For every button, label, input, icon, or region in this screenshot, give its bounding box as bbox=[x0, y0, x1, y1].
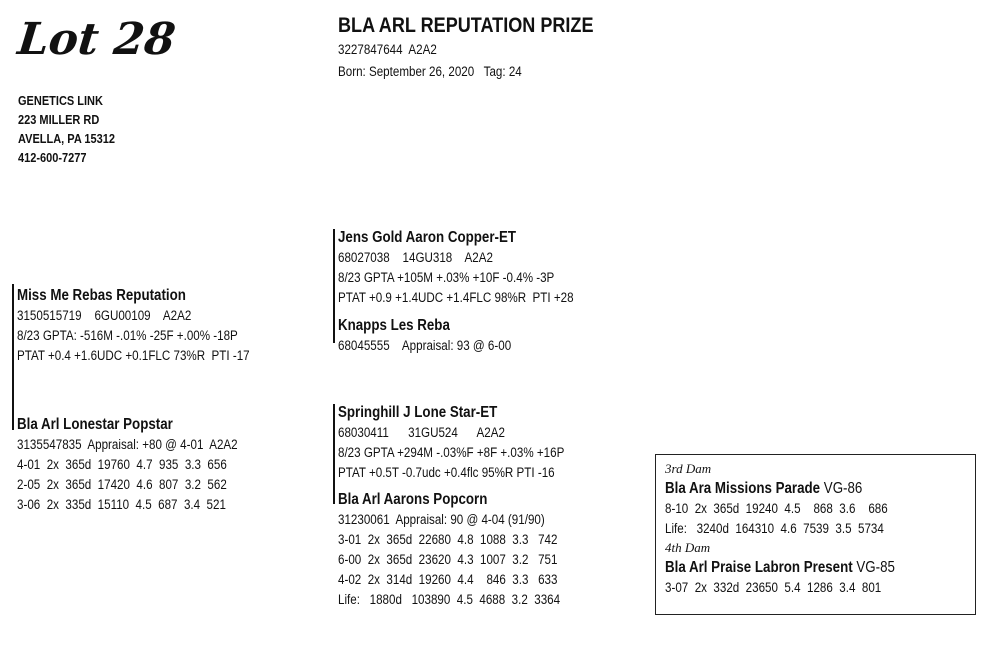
third-dam-lifetime: Life: 3240d 164310 4.6 7539 3.5 5734 bbox=[665, 521, 884, 536]
consignor-block bbox=[18, 92, 128, 168]
consignor-phone: 412-600-7277 bbox=[18, 151, 87, 165]
pedigree-bracket-sire bbox=[333, 229, 335, 343]
fourth-dam-name: Bla Arl Praise Labron Present bbox=[665, 559, 853, 576]
third-dam-grade: VG-86 bbox=[820, 480, 863, 497]
dam-sire-block bbox=[338, 402, 601, 483]
pedigree-bracket-dam bbox=[333, 404, 335, 504]
dam-dam-record-2: 6-00 2x 365d 23620 4.3 1007 3.2 751 bbox=[338, 552, 558, 567]
sire-sire-reg: 68027038 14GU318 A2A2 bbox=[338, 250, 493, 265]
dam-appraisal: 3135547835 Appraisal: +80 @ 4-01 A2A2 bbox=[17, 437, 238, 452]
pedigree-bracket-left bbox=[12, 284, 14, 430]
fourth-dam-record: 3-07 2x 332d 23650 5.4 1286 3.4 801 bbox=[665, 580, 882, 595]
dam-dam-appraisal: 31230061 Appraisal: 90 @ 4-04 (91/90) bbox=[338, 512, 545, 527]
dam-dam-block bbox=[338, 489, 596, 610]
third-dam-name: Bla Ara Missions Parade bbox=[665, 480, 821, 497]
sire-reg: 3150515719 6GU00109 A2A2 bbox=[17, 308, 192, 323]
dam-record-3: 3-06 2x 335d 15110 4.5 687 3.4 521 bbox=[17, 497, 226, 512]
dam-dam-record-3: 4-02 2x 314d 19260 4.4 846 3.3 633 bbox=[338, 572, 558, 587]
sire-gpta: 8/23 GPTA: -516M -.01% -25F +.00% -18P bbox=[17, 328, 238, 343]
animal-name: BLA ARL REPUTATION PRIZE bbox=[338, 14, 594, 37]
fourth-dam-name-line bbox=[665, 557, 895, 578]
animal-born: Born: September 26, 2020 Tag: 24 bbox=[338, 64, 522, 79]
sire-name: Miss Me Rebas Reputation bbox=[17, 287, 186, 304]
sire-sire-block bbox=[338, 227, 612, 308]
dam-sire-gpta: 8/23 GPTA +294M -.03%F +8F +.03% +16P bbox=[338, 445, 565, 460]
dam-dam-lifetime: Life: 1880d 103890 4.5 4688 3.2 3364 bbox=[338, 592, 561, 607]
dam-sire-ptat: PTAT +0.5T -0.7udc +0.4flc 95%R PTI -16 bbox=[338, 465, 555, 480]
consignor-name: GENETICS LINK bbox=[18, 94, 103, 108]
consignor-street: 223 MILLER RD bbox=[18, 113, 100, 127]
sire-ptat: PTAT +0.4 +1.6UDC +0.1FLC 73%R PTI -17 bbox=[17, 348, 250, 363]
dam-dam-record-1: 3-01 2x 365d 22680 4.8 1088 3.3 742 bbox=[338, 532, 558, 547]
sire-dam-reg: 68045555 Appraisal: 93 @ 6-00 bbox=[338, 338, 512, 353]
dam-name: Bla Arl Lonestar Popstar bbox=[17, 416, 173, 433]
sire-sire-ptat: PTAT +0.9 +1.4UDC +1.4FLC 98%R PTI +28 bbox=[338, 290, 574, 305]
sire-dam-name: Knapps Les Reba bbox=[338, 317, 450, 334]
dam-block bbox=[17, 414, 274, 515]
consignor-city: AVELLA, PA 15312 bbox=[18, 132, 116, 146]
fourth-dam-grade: VG-85 bbox=[852, 559, 895, 576]
sire-sire-name: Jens Gold Aaron Copper-ET bbox=[338, 229, 517, 246]
third-dam-label: 3rd Dam bbox=[665, 461, 712, 476]
extended-dams-box bbox=[655, 454, 976, 615]
dam-sire-name: Springhill J Lone Star-ET bbox=[338, 404, 498, 421]
dam-dam-name: Bla Arl Aarons Popcorn bbox=[338, 491, 488, 508]
sire-block bbox=[17, 285, 288, 366]
animal-registration: 3227847644 A2A2 bbox=[338, 42, 437, 57]
dam-record-2: 2-05 2x 365d 17420 4.6 807 3.2 562 bbox=[17, 477, 227, 492]
dam-sire-reg: 68030411 31GU524 A2A2 bbox=[338, 425, 505, 440]
lot-number: Lot 28 bbox=[15, 14, 178, 65]
sire-sire-gpta: 8/23 GPTA +105M +.03% +10F -0.4% -3P bbox=[338, 270, 555, 285]
dam-record-1: 4-01 2x 365d 19760 4.7 935 3.3 656 bbox=[17, 457, 227, 472]
fourth-dam-label: 4th Dam bbox=[665, 540, 711, 555]
third-dam-record: 8-10 2x 365d 19240 4.5 868 3.6 686 bbox=[665, 501, 888, 516]
third-dam-name-line bbox=[665, 478, 895, 499]
sire-dam-block bbox=[338, 315, 539, 356]
